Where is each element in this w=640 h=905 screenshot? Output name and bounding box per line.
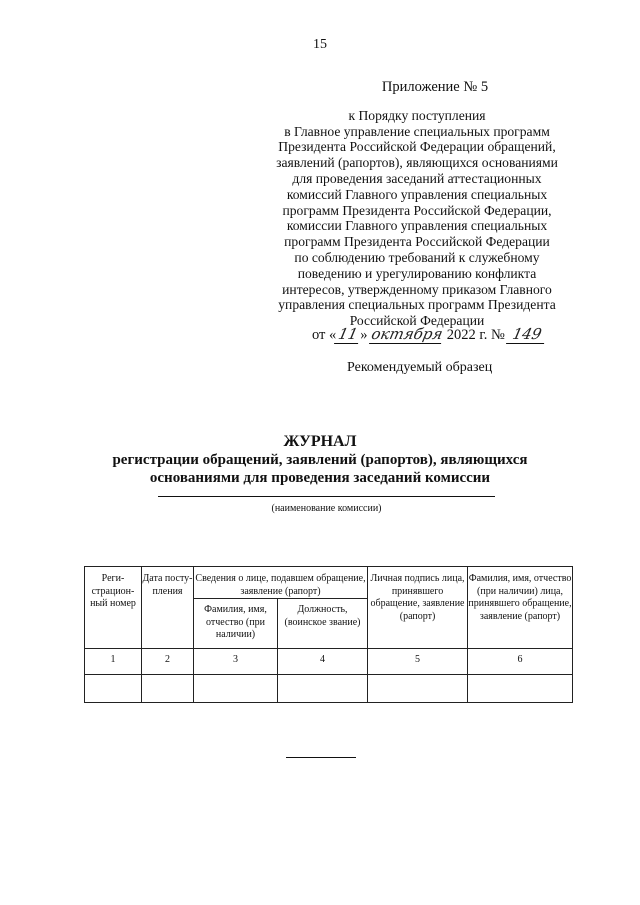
date-prefix: от « [312,327,337,343]
appendix-line: комиссии Главного управления специальных [286,218,548,234]
column-number: 5 [368,649,468,675]
appendix-line: Президента Российской Федерации обращений, [278,139,556,155]
column-number: 4 [278,649,368,675]
header-signature: Личная подпись лица, принявшего обращение, заявление (рапорт) [368,567,468,649]
appendix-line: для проведения заседаний аттестационных [292,170,542,186]
handwritten-day: 11 [334,325,362,344]
empty-cell [468,675,573,703]
appendix-line: по соблюдению требований к служебному [294,249,540,265]
empty-cell [278,675,368,703]
recommended-sample-label: Рекомендуемый образец [347,360,493,375]
header-position: Должность, (воинское звание) [278,599,368,649]
appendix-line: управления специальных программ Президента [278,297,556,313]
appendix-line: комиссий Главного управления специальных [286,186,548,202]
column-number: 6 [468,649,573,675]
year-text: 2022 г. № [446,327,505,343]
journal-subtitle-line-2: основаниями для проведения заседаний комиссии [149,470,491,486]
appendix-line: заявлений (рапортов), являющихся основаниями [276,155,558,171]
appendix-line: Российской Федерации [349,313,485,329]
column-number: 1 [85,649,142,675]
column-number: 2 [142,649,194,675]
header-person-name: Фамилия, имя, отчество (при наличии) [194,599,278,649]
journal-title: ЖУРНАЛ [283,433,357,450]
commission-name-line [158,496,495,497]
appendix-line: в Главное управление специальных программ [284,123,550,139]
header-reg-number: Реги-страцион-ный номер [85,567,142,649]
empty-entry-row [85,675,573,703]
journal-subtitle-line-1: регистрации обращений, заявлений (рапортов), являющихся [112,452,528,468]
empty-cell [142,675,194,703]
header-date: Дата посту-пления [142,567,194,649]
column-number: 3 [194,649,278,675]
column-numbers-row [85,649,573,675]
handwritten-order-number: 149 [506,325,548,344]
appendix-line: поведению и урегулированию конфликта [297,265,537,281]
appendix-line: интересов, утвержденному приказом Главного [282,281,552,297]
table-header-row [85,567,573,599]
empty-cell [368,675,468,703]
appendix-block [252,80,582,329]
appendix-line: к Порядку поступления [348,107,486,123]
empty-cell [194,675,278,703]
appendix-line: программ Президента Российской Федерации, [282,202,552,218]
handwritten-month: октября [369,325,445,343]
journal-table [84,566,573,703]
empty-cell [85,675,142,703]
order-date-line [312,325,546,344]
header-receiver-name: Фамилия, имя, отчество (при наличии) лица, принявшего обращение, заявление (рапорт) [468,567,573,649]
appendix-title: Приложение № 5 [381,79,489,95]
journal-heading [0,433,640,487]
commission-name-caption: (наименование комиссии) [271,503,382,514]
header-person-info: Сведения о лице, подавшем обращение, заявление (рапорт) [194,567,368,599]
appendix-line: программ Президента Российской Федерации [284,234,550,250]
closing-line [286,757,356,758]
date-mid: » [360,327,368,343]
page-number: 15 [313,37,327,52]
